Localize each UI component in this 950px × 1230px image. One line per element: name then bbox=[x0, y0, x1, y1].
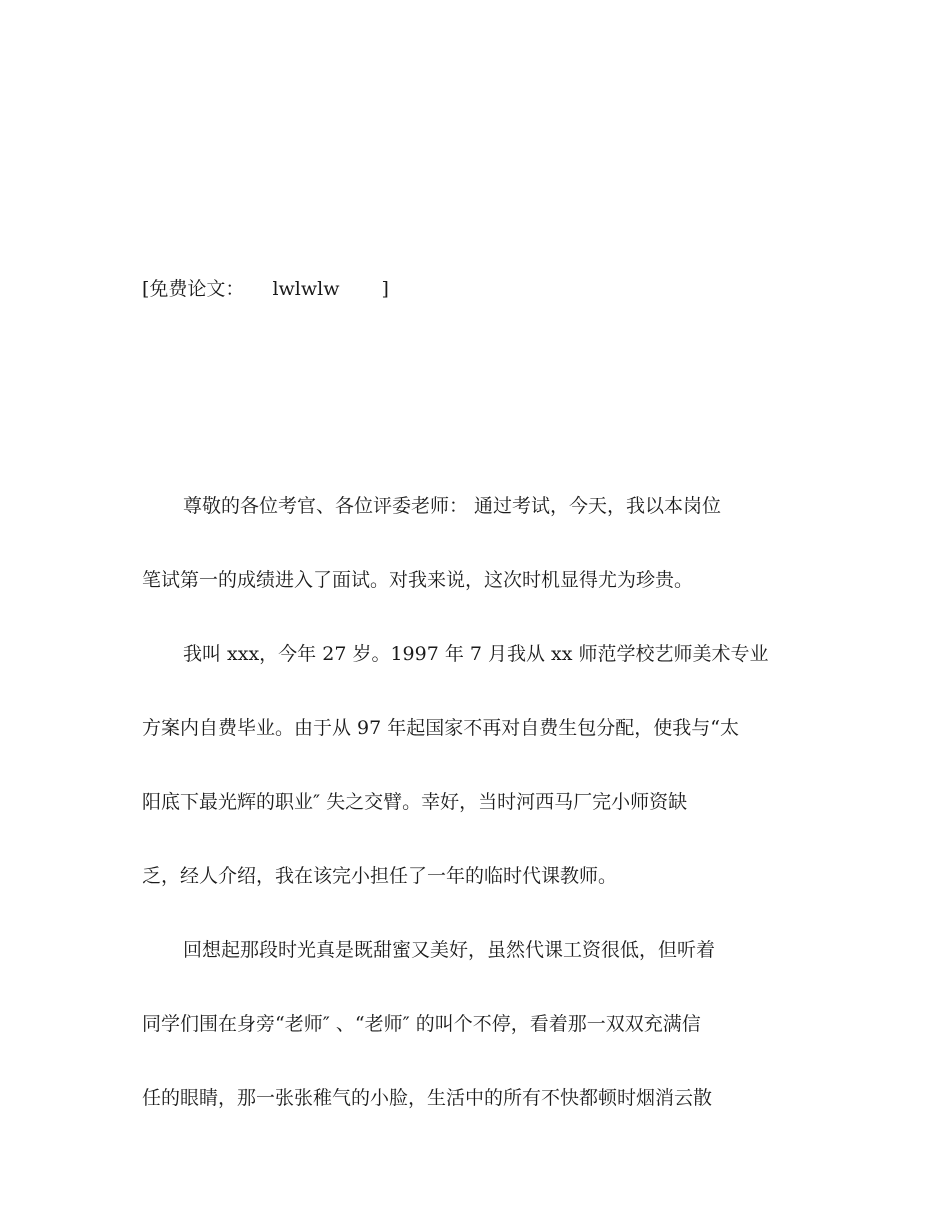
paragraph-line: 我叫 xxx，今年 27 岁。1997 年 7 月我从 xx 师范学校艺师美术专业 bbox=[183, 643, 769, 665]
header-close-bracket: ] bbox=[381, 278, 389, 300]
paragraph-line: 任的眼睛，那一张张稚气的小脸，生活中的所有不快都顿时烟消云散 bbox=[142, 1087, 713, 1109]
paragraph-line: 阳底下最光辉的职业″ 失之交臂。幸好，当时河西马厂完小师资缺 bbox=[142, 791, 688, 813]
paragraph-line: 笔试第一的成绩进入了面试。对我来说，这次时机显得尤为珍贵。 bbox=[142, 569, 694, 591]
paragraph-line: 乏，经人介绍，我在该完小担任了一年的临时代课教师。 bbox=[142, 865, 618, 887]
header-site: lwlwlw bbox=[272, 278, 340, 300]
paragraph-line: 同学们围在身旁“老师″ 、“老师″ 的叫个不停，看着那一双双充满信 bbox=[142, 1013, 701, 1035]
paragraph-line: 方案内自费毕业。由于从 97 年起国家不再对自费生包分配，使我与“太 bbox=[142, 717, 739, 739]
paragraph-line: 回想起那段时光真是既甜蜜又美好，虽然代课工资很低，但听着 bbox=[183, 939, 716, 961]
header-label: 免费论文： bbox=[149, 278, 245, 300]
free-paper-header bbox=[142, 276, 389, 302]
paragraph-line: 尊敬的各位考官、各位评委老师： 通过考试，今天，我以本岗位 bbox=[183, 495, 722, 517]
header-open-bracket: [ bbox=[142, 278, 150, 300]
